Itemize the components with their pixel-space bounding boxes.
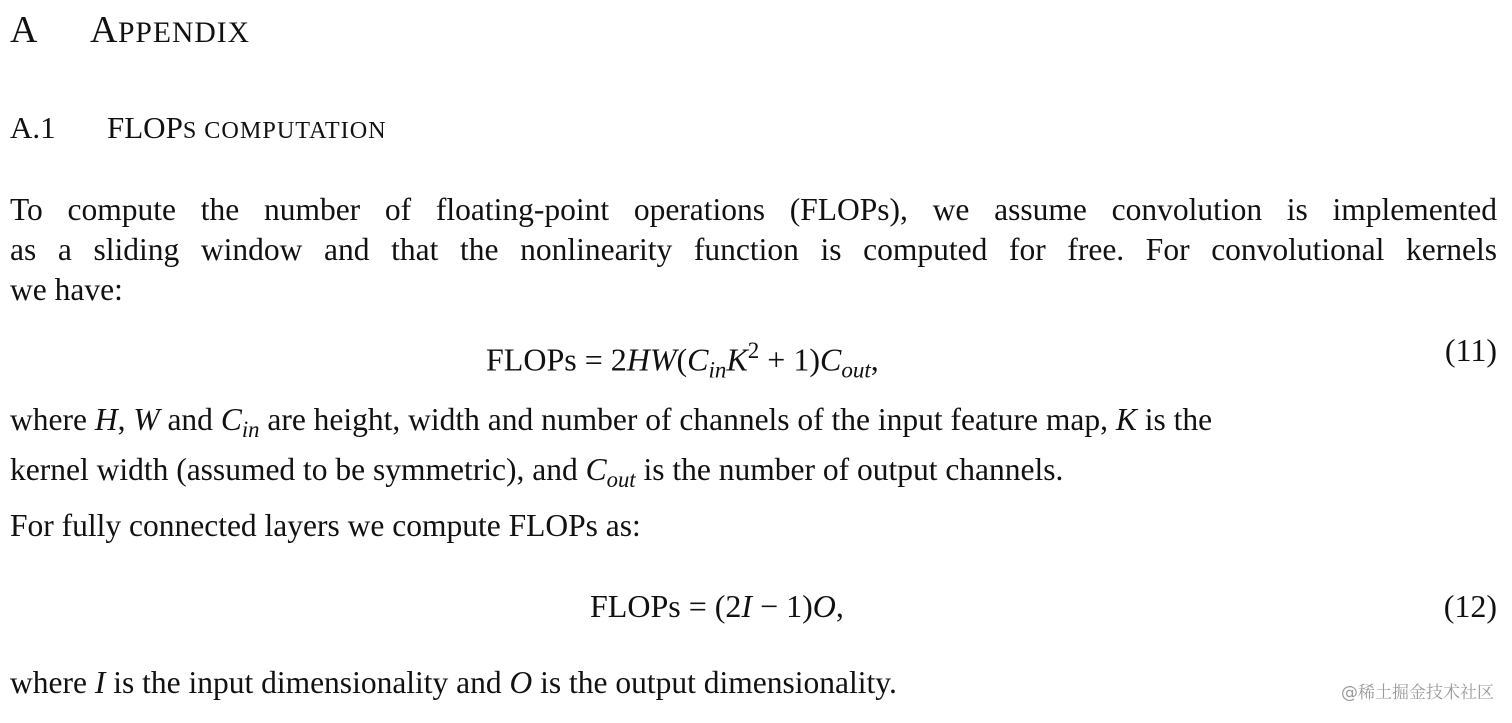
paragraph-line: To compute the number of floating-point operations (FLOPs), we assume convolution is implemented: [10, 192, 1497, 227]
var-h: H: [94, 402, 118, 437]
paragraph-line: [10, 663, 1497, 703]
eq-var-h: H: [626, 341, 650, 378]
text: ,: [117, 402, 134, 437]
text: is the number of output channels.: [635, 451, 1064, 487]
text: are height, width and number of channels of the input feature map,: [259, 402, 1116, 437]
text: where: [10, 402, 95, 437]
sub-in: in: [241, 416, 260, 442]
eq-plus-one: + 1): [759, 341, 820, 378]
eq-open-paren: (: [676, 341, 688, 378]
subsection-number: A.1: [10, 110, 56, 145]
eq-var-w: W: [649, 341, 677, 378]
paragraph-line: as a sliding window and that the nonlinearity function is computed for free. For convolutional kernels: [10, 232, 1497, 267]
var-o: O: [509, 665, 533, 700]
eq-two: 2: [610, 341, 627, 378]
paragraph-where: [10, 400, 1497, 500]
subsection-heading: [10, 108, 387, 151]
paragraph-line: [10, 450, 1497, 500]
eq-lhs: FLOPs: [590, 588, 681, 624]
equation-number: (11): [1444, 332, 1497, 368]
equation-number: (12): [1443, 588, 1497, 624]
text: is the input dimensionality and: [105, 665, 510, 700]
eq-var-k: K: [726, 341, 748, 378]
paragraph-line: For fully connected layers we compute FLOPs as:: [10, 508, 641, 543]
paragraph-intro: [10, 190, 1497, 310]
var-w: W: [133, 402, 160, 437]
eq-equals: =: [576, 341, 611, 378]
eq-minus-one: − 1): [752, 588, 813, 624]
eq-comma: ,: [835, 588, 844, 624]
var-c-out: C: [585, 451, 607, 487]
eq-var-c: C: [687, 341, 709, 378]
paragraph-fully-connected: [10, 506, 1497, 546]
eq-var-c-out: C: [820, 341, 842, 378]
sub-out: out: [606, 466, 636, 492]
eq-comma: ,: [870, 341, 879, 378]
section-title-rest: PPENDIX: [117, 17, 251, 49]
equation-body: [590, 584, 844, 628]
var-k: K: [1115, 402, 1137, 437]
section-heading: [10, 8, 250, 55]
equation-12: [10, 584, 1497, 628]
var-i: I: [94, 665, 106, 700]
section-number: A: [10, 9, 38, 51]
text: is the output dimensionality.: [532, 665, 897, 700]
subsection-title-small: S COMPUTATION: [182, 117, 387, 144]
eq-sub-in: in: [708, 356, 727, 383]
paragraph-line: we have:: [10, 272, 123, 307]
text: where: [10, 665, 95, 700]
section-title-initial: A: [90, 9, 118, 51]
eq-var-o: O: [812, 588, 836, 624]
paragraph-line: [10, 400, 1497, 450]
eq-sub-out: out: [841, 356, 871, 383]
eq-exponent: 2: [747, 337, 760, 363]
equation-11: [10, 328, 1497, 383]
watermark: @稀土掘金技术社区: [1341, 683, 1494, 703]
eq-equals-open: = (2: [680, 588, 742, 624]
eq-lhs: FLOPs: [486, 341, 577, 378]
equation-body: [486, 328, 879, 392]
subsection-title-main: FLOP: [107, 110, 183, 145]
text: kernel width (assumed to be symmetric), and: [10, 451, 586, 487]
paper-page: [10, 0, 1497, 723]
paragraph-dimensionality: [10, 663, 1497, 703]
var-c: C: [220, 402, 242, 437]
eq-var-i: I: [741, 588, 753, 624]
text: and: [159, 402, 221, 437]
text: is the: [1136, 402, 1213, 437]
